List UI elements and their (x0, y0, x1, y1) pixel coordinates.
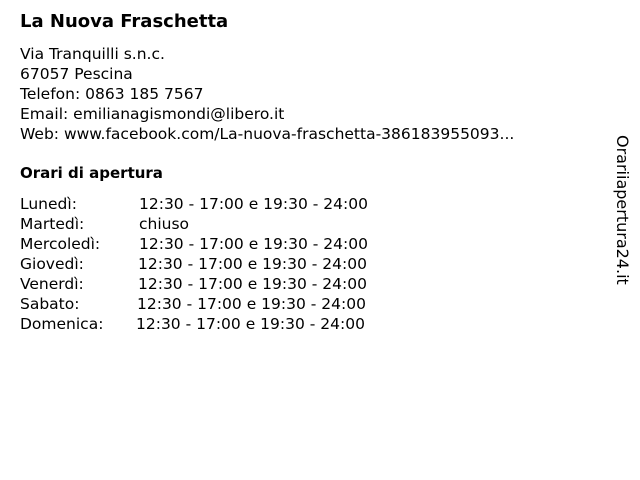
site-brand-vertical: Orariiapertura24.it (613, 135, 632, 285)
day-label: Domenica: (20, 315, 104, 333)
day-hours: 12:30 - 17:00 e 19:30 - 24:00 (139, 235, 368, 253)
day-label: Lunedì: (20, 195, 77, 213)
contact-info (20, 44, 514, 144)
day-label: Venerdì: (20, 275, 84, 293)
email-line: Email: emilianagismondi@libero.it (20, 105, 285, 123)
day-hours: chiuso (139, 215, 190, 233)
day-hours: 12:30 - 17:00 e 19:30 - 24:00 (138, 255, 367, 273)
day-label: Giovedì: (20, 255, 84, 273)
web-line: Web: www.facebook.com/La-nuova-fraschetta-386183955093... (20, 125, 515, 143)
day-label: Mercoledì: (20, 235, 101, 253)
address-city: 67057 Pescina (20, 65, 133, 83)
phone-line: Telefon: 0863 185 7567 (20, 85, 204, 103)
day-hours: 12:30 - 17:00 e 19:30 - 24:00 (137, 295, 366, 313)
day-label: Martedì: (20, 215, 85, 233)
day-hours: 12:30 - 17:00 e 19:30 - 24:00 (138, 275, 367, 293)
opening-hours-heading: Orari di apertura (20, 164, 163, 182)
day-hours: 12:30 - 17:00 e 19:30 - 24:00 (139, 195, 368, 213)
business-name: La Nuova Fraschetta (20, 11, 229, 32)
day-hours: 12:30 - 17:00 e 19:30 - 24:00 (136, 315, 365, 333)
day-label: Sabato: (20, 295, 80, 313)
address-street: Via Tranquilli s.n.c. (20, 45, 165, 63)
